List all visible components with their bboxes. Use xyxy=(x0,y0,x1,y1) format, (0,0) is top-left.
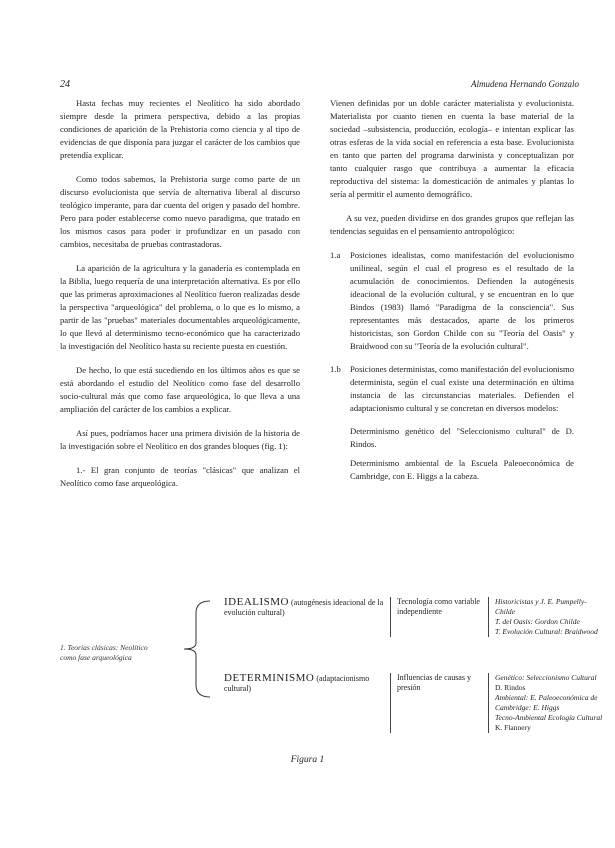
author-line: T. Evolución Cultural: Braidwood xyxy=(495,627,598,636)
paragraph: 1.- El gran conjunto de teorías "clásicas" que analizan el Neolítico como fase arqueológica. xyxy=(60,465,300,488)
idealism-title: IDEALISMO xyxy=(224,596,289,608)
running-header-author: Almudena Hernando Gonzalo xyxy=(471,79,579,89)
paragraph: De hecho, lo que está sucediendo en los últimos años es que se está abordando el estudio del Neolítico como fase del desarrollo socio-cultural más que como fase arqueológica, lo que lleva a una ampliación del carácter de los cambios a explicar. xyxy=(60,365,300,414)
list-item xyxy=(330,363,574,415)
author-line: Tecno-Ambiental Ecología Cultural xyxy=(495,713,603,722)
author-line: T. del Oasis: Gordon Childe xyxy=(495,617,580,626)
figure-caption: Figura 1 xyxy=(290,755,325,765)
brace-connector xyxy=(152,599,212,699)
idealism-subtitle: (autogénesis ideacional de la evolución cultural) xyxy=(224,598,384,617)
list-item xyxy=(330,249,574,353)
idealism-row xyxy=(218,597,611,637)
author-line: D. Rindos xyxy=(495,683,526,692)
author-line: K. Flannery xyxy=(495,723,531,732)
list-item-number: 1.a xyxy=(330,250,341,260)
paragraph: Así pues, podríamos hacer una primera división de la historia de la investigación sobre el Neolítico en dos grandes bloques (fig. 1): xyxy=(60,428,300,451)
list-item-text: Posiciones deterministas, como manifestación del evolucionismo determinista, según el cual existe una determinación en última instancia de las circunstancias materiales. Defienden el adaptacionismo cultural y se concretan en diversos modelos: xyxy=(350,364,574,413)
determinism-cell xyxy=(218,673,391,733)
sub-list-item: Determinismo genético del "Seleccionismo cultural" de D. Rindos. xyxy=(350,426,574,449)
determinism-subtitle: (adaptacionismo cultural) xyxy=(224,674,370,693)
author-line: Genético: Seleccionismo Cultural xyxy=(495,673,597,682)
idealism-variable: Tecnología como variable independiente xyxy=(391,597,489,637)
determinism-row xyxy=(218,673,611,733)
paragraph: La aparición de la agricultura y la ganadería es contemplada en la Biblia, luego requería de una interpretación alternativa. Es por ello que las primeras aproximaciones al Neolítico fueron realizadas desde la perspectiva "arqueológica" del problema, o lo que es lo mismo, a partir de las "pruebas" materiales documentables arqueológicamente, lo que llevó al determinismo tecno-económico que ha caracterizado la investigación del Neolítico hasta su reciente puesta en cuestión. xyxy=(60,263,300,351)
paragraph: Vienen definidas por un doble carácter materialista y evolucionista. Materialista por cuanto tienen en cuenta la base material de la sociedad –subsistencia, producción, ecología– e intentan explicar las otras esferas de la vida social en referencia a esta base. Evolucionista en tanto que parten del programa darwinista y conceptualizan por tanto cualquier rasgo que contribuya a aumentar la eficacia reproductiva del sistema: la domesticación de animales y plantas lo sería al permitir el aumento demográfico. xyxy=(330,98,574,199)
determinism-authors xyxy=(489,673,611,733)
paragraph: Como todos sabemos, la Prehistoria surge como parte de un discurso evolucionista que servía de alternativa liberal al discurso teológico imperante, para dar cuenta del origen y pasado del hombre. Pero para poder establecerse como nuevo paradigma, que tratado en los mismos casos para poder ir profundizar en un pasado con cambios, necesitaba de pruebas contrastadoras. xyxy=(60,174,300,249)
sub-list-item: Determinismo ambiental de la Escuela Paleoeconómica de Cambridge, con E. Higgs a la cabeza. xyxy=(350,458,574,481)
list-item-text: Posiciones idealistas, como manifestación del evolucionismo unilineal, según el cual el progreso es el resultado de la acumulación de conocimientos. Defienden la autogénesis ideacional de la evolución cultural, y se encuentran en lo que Bindos (1983) llamó "Paradigma de la consciencia". Sus representantes más destacados, aparte de los primeros historicistas, son Gordon Childe con su "Teoría del Oasis" y Braidwood con su "Teoría de la evolución cultural". xyxy=(350,250,574,351)
paragraph: Hasta fechas muy recientes el Neolítico ha sido abordado siempre desde la primera perspectiva, debido a las propias condiciones de aparición de la Prehistoria como ciencia y al tipo de evidencias de que disponía para juzgar el carácter de los cambios que pretendía explicar. xyxy=(60,98,300,160)
determinism-title: DETERMINISMO xyxy=(224,672,315,684)
sub-list xyxy=(350,425,574,483)
author-line: Historicistas y J. E. Pumpelly-Childe xyxy=(495,597,587,616)
determinism-variable: Influencias de causas y presión xyxy=(391,673,489,733)
theory-list xyxy=(330,249,574,483)
right-column xyxy=(330,97,574,494)
page-number: 24 xyxy=(60,79,70,90)
figure-1 xyxy=(60,577,603,747)
idealism-authors xyxy=(489,597,611,637)
paragraph: A su vez, pueden dividirse en dos grandes grupos que reflejan las tendencias seguidas en el pensamiento antropológico: xyxy=(330,213,574,236)
list-item-number: 1.b xyxy=(330,364,341,374)
left-column xyxy=(60,97,300,501)
figure-label: 1. Teorías clásicas: Neolítico como fase arqueológica xyxy=(60,643,148,662)
author-line: Ambiental: E. Paleoeconómica de Cambridge: E. Higgs xyxy=(495,693,598,712)
idealism-cell xyxy=(218,597,391,637)
